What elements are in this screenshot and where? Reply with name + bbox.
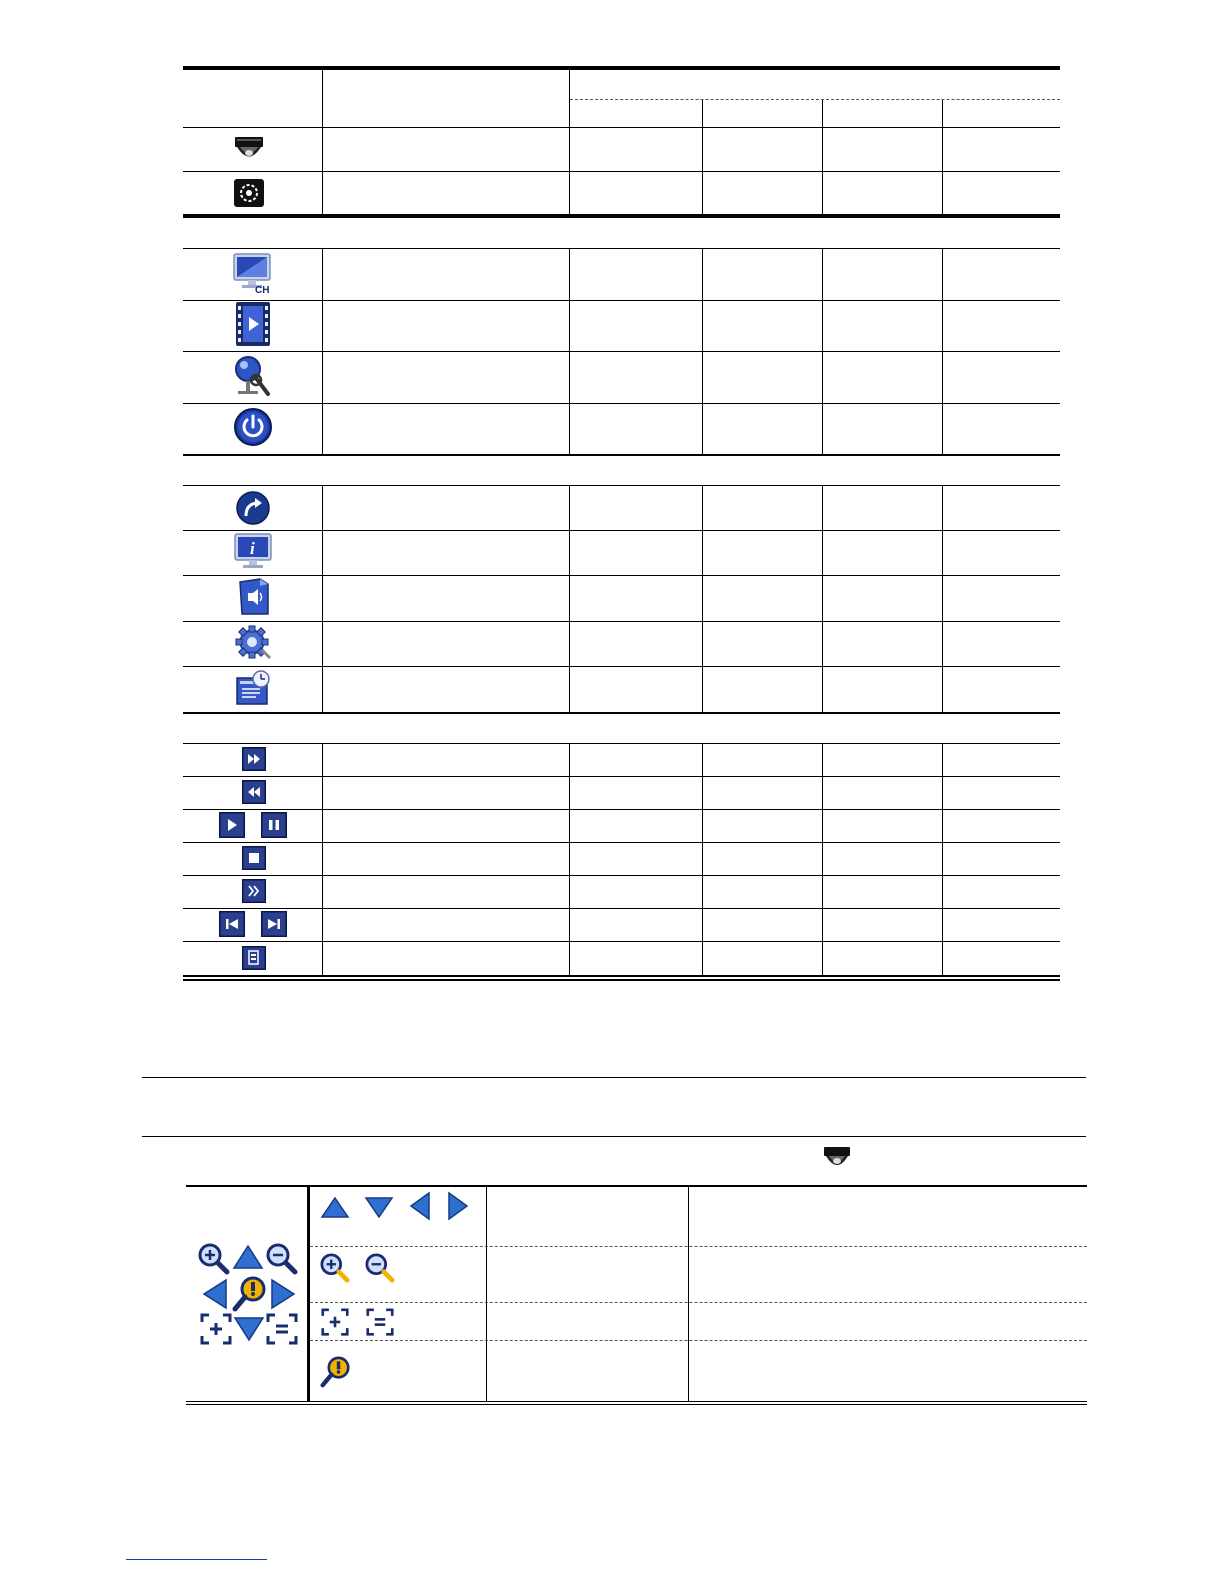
zoom-in-icon [320, 1253, 350, 1283]
pause-icon [261, 812, 287, 838]
header-dashed-divider [570, 99, 1060, 100]
arrow-left-icon [409, 1191, 431, 1221]
arrow-up-icon[interactable] [232, 1244, 264, 1270]
zoom-out-icon [365, 1253, 395, 1283]
event-log-icon [236, 670, 272, 706]
focus-near-icon [321, 1308, 349, 1336]
focus-far-icon[interactable] [266, 1313, 298, 1345]
arrow-down-icon [364, 1196, 394, 1220]
table-bottom-border [183, 975, 1060, 977]
ptz-dome-icon [234, 136, 264, 164]
focus-far-icon [366, 1308, 394, 1336]
section-rule-bottom [142, 1136, 1086, 1137]
ptz-key-icon [320, 1356, 350, 1388]
ptz-table-top-border [186, 1185, 1087, 1187]
audio-speaker-icon [238, 578, 270, 616]
footer-link-underline[interactable] [126, 1559, 267, 1560]
ptz-dome-icon [823, 1146, 851, 1172]
svg-text:CH: CH [255, 285, 270, 294]
fast-forward-icon [242, 747, 266, 771]
curved-arrow-icon [236, 491, 270, 525]
power-icon [233, 407, 273, 447]
focus-near-icon[interactable] [200, 1313, 232, 1345]
table-top-border [183, 66, 1060, 70]
play-icon [219, 812, 245, 838]
rewind-icon [242, 780, 266, 804]
arrow-up-icon [320, 1196, 350, 1220]
stop-icon [242, 846, 266, 870]
zoom-in-icon[interactable] [198, 1243, 230, 1275]
section-rule-top [142, 1077, 1086, 1078]
arrow-left-icon[interactable] [202, 1278, 228, 1310]
snapshot-icon [242, 946, 266, 970]
gear-config-icon [235, 624, 273, 662]
slow-forward-icon [242, 879, 266, 903]
group-border [183, 214, 1060, 218]
settings-wheel-icon [234, 179, 264, 207]
zoom-out-icon[interactable] [266, 1243, 298, 1275]
group-border [183, 712, 1060, 714]
search-magnifier-icon [232, 354, 274, 398]
group-border [183, 454, 1060, 456]
svg-text:i: i [250, 539, 255, 558]
previous-icon [219, 911, 245, 937]
film-playback-icon [236, 302, 270, 346]
ptz-table-bottom-border [186, 1401, 1087, 1402]
arrow-down-icon[interactable] [233, 1316, 265, 1342]
ptz-key-icon[interactable] [232, 1276, 266, 1312]
arrow-right-icon[interactable] [270, 1278, 296, 1310]
monitor-info-icon [234, 533, 272, 571]
monitor-channel-icon [232, 252, 274, 294]
arrow-right-icon [447, 1191, 469, 1221]
next-icon [261, 911, 287, 937]
